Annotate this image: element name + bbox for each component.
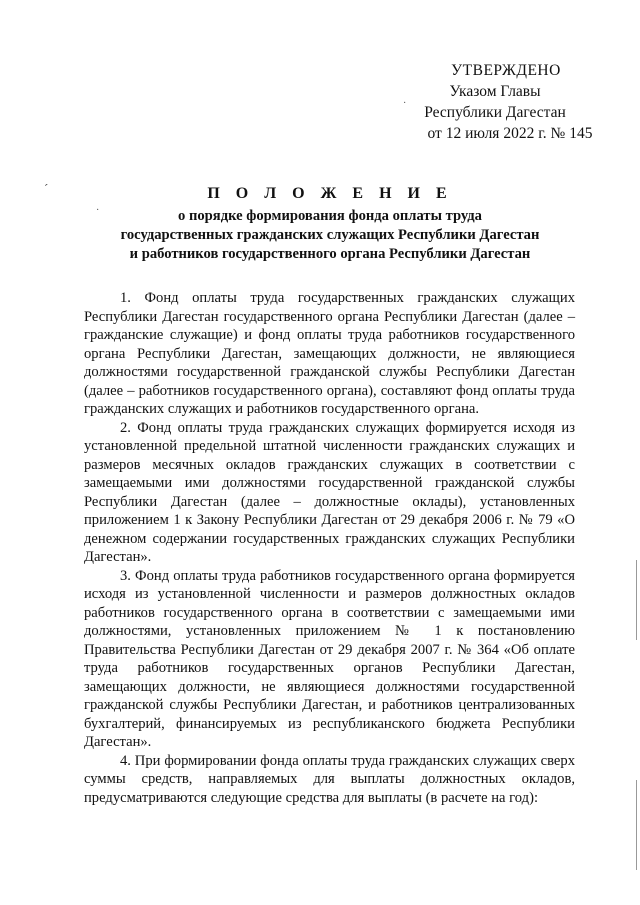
paragraph-1: 1. Фонд оплаты труда государственных гражданских служащих Республики Дагестан государственного органа Республики Дагестан (далее – гражданские служащие) и фонд оплаты труда работников государственного органа Республики Дагестан, замещающих должности, не являющиеся должностями государственной гражданской службы Республики Дагестан (далее – работников государственного органа), составляют фонд оплаты труда гражданских служащих и работников государственного органа.: [84, 290, 575, 417]
approval-stamp: [380, 60, 610, 144]
document-subtitle-line: и работников государственного органа Республики Дагестан: [129, 246, 531, 262]
paragraph-3: 3. Фонд оплаты труда работников государственного органа формируется исходя из установленной численности и размеров должностных окладов работников государственного органа в соответствии с замещаемыми ими должностями, установленных приложением № 1 к постановлению Правительства Республики Дагестан от 29 декабря 2007 г. № 364 «Об оплате труда работников государственных органов Республики Дагестан, замещающих должности, не являющиеся должностями государственной гражданской службы Республики Дагестан, и работников централизованных бухгалтерий, финансируемых из республиканского бюджета Республики Дагестан».: [84, 567, 575, 750]
document-subtitle-line: государственных гражданских служащих Республики Дагестан: [120, 227, 540, 243]
document-heading: П О Л О Ж Е Н И Е: [207, 185, 453, 202]
scan-edge: [636, 780, 637, 870]
document-subtitle-line: о порядке формирования фонда оплаты труда: [178, 208, 482, 224]
scan-edge: [636, 560, 637, 640]
approval-title: УТВЕРЖДЕНО: [451, 62, 561, 79]
document-body: [84, 289, 575, 807]
scan-dot: ·: [96, 205, 100, 216]
scan-mark: ˊ: [44, 181, 49, 196]
approval-region: Республики Дагестан: [424, 104, 566, 121]
scan-dot: ·: [403, 98, 407, 109]
paragraph-2: 2. Фонд оплаты труда гражданских служащих формируется исходя из установленной предельной штатной численности гражданских служащих и размеров месячных окладов гражданских служащих в соответствии с замещаемыми ими должностями государственной гражданской службы Республики Дагестан (далее – должностные оклады), установленных приложением 1 к Закону Республики Дагестан от 29 декабря 2006 г. № 79 «О денежном содержании государственных гражданских служащих Республики Дагестан».: [84, 419, 575, 565]
approval-date: от 12 июля 2022 г. № 145: [427, 125, 593, 142]
paragraph-4: 4. При формировании фонда оплаты труда гражданских служащих сверх суммы средств, направляемых для выплаты должностных окладов, предусматриваются следующие средства для выплаты (в расчете на год):: [84, 752, 575, 806]
document-title: [70, 183, 590, 264]
approval-authority: Указом Главы: [449, 83, 541, 100]
